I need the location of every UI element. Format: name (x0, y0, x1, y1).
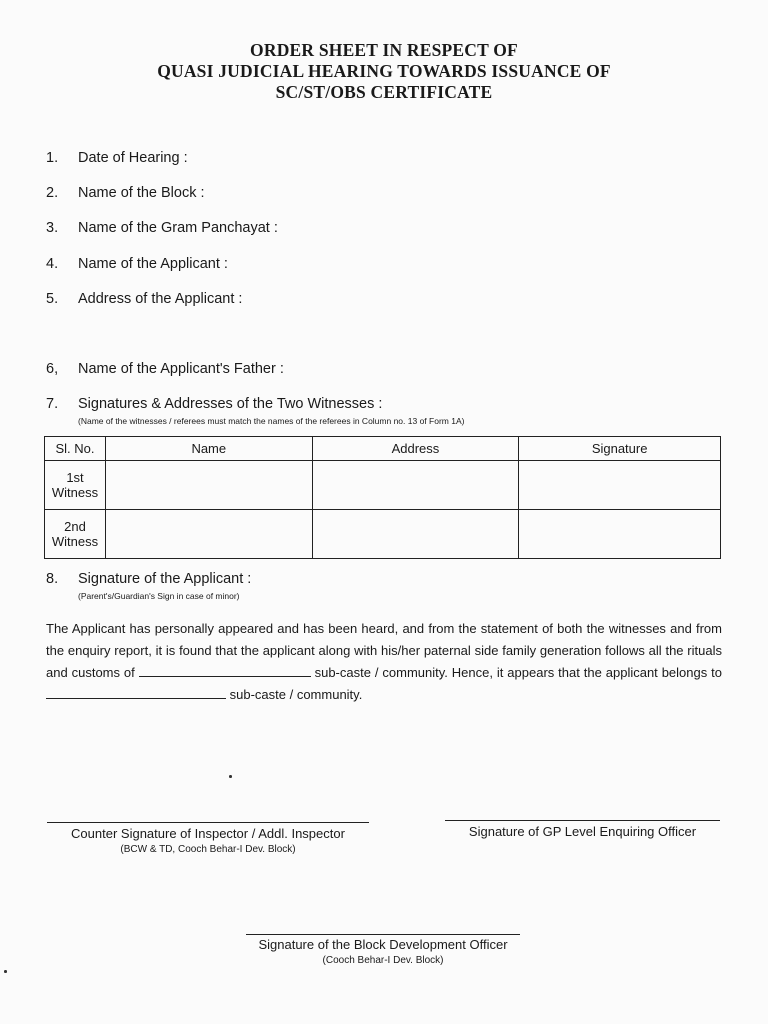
field-applicant-father (46, 361, 284, 377)
field-applicant-name (46, 256, 228, 272)
witness-name-cell[interactable] (105, 510, 312, 559)
item-number: 8. (46, 571, 59, 587)
witness-address-cell[interactable] (312, 510, 519, 559)
field-gram-panchayat (46, 220, 278, 236)
field-applicant-address (46, 291, 242, 307)
witness-ordinal: 1st (66, 470, 84, 485)
stray-mark (229, 775, 232, 778)
item-number: 3. (46, 220, 59, 236)
item-number: 2. (46, 185, 59, 201)
table-row (45, 510, 721, 559)
item-number: 1. (46, 150, 59, 166)
bdo-signature-line (246, 934, 520, 935)
title-line-2: QUASI JUDICIAL HEARING TOWARDS ISSUANCE OF (157, 61, 611, 81)
document-title (0, 40, 768, 103)
inspector-signature-label: Counter Signature of Inspector / Addl. Inspector (71, 826, 345, 841)
statement-part-1: The Applicant has personally appeared and has been heard, and from the statement of both the witnesses and from the enquiry report, it is found that the applicant along with his/her paternal side family generation follows all the rituals and customs of (46, 621, 722, 680)
field-date-of-hearing (46, 150, 188, 166)
inspector-office: (BCW & TD, Cooch Behar-I Dev. Block) (120, 844, 296, 855)
column-header-address: Address (312, 437, 519, 461)
table-header-row (45, 437, 721, 461)
witness-label: Witness (51, 534, 99, 549)
statement-part-2: sub-caste / community. Hence, it appears that the applicant belongs to (314, 665, 722, 680)
table-row (45, 461, 721, 510)
item-number: 5. (46, 291, 59, 307)
item-number: 7. (46, 396, 59, 412)
title-line-1: ORDER SHEET IN RESPECT OF (250, 40, 518, 60)
item-number: 4. (46, 256, 59, 272)
witness-sl-cell (45, 461, 106, 510)
witness-signature-cell[interactable] (519, 510, 721, 559)
item-label: Signatures & Addresses of the Two Witnesses : (78, 396, 383, 412)
item-number: 6, (46, 361, 59, 377)
witness-name-cell[interactable] (105, 461, 312, 510)
title-line-3: SC/ST/OBS CERTIFICATE (275, 82, 493, 102)
witness-sl-cell (45, 510, 106, 559)
sub-caste-blank[interactable] (139, 664, 311, 677)
field-witnesses (46, 396, 382, 412)
witness-address-cell[interactable] (312, 461, 519, 510)
gp-officer-signature-label: Signature of GP Level Enquiring Officer (468, 824, 697, 839)
witness-signature-cell[interactable] (519, 461, 721, 510)
witness-label: Witness (51, 485, 99, 500)
column-header-name: Name (105, 437, 312, 461)
item-label: Signature of the Applicant : (78, 571, 252, 587)
statement-paragraph (46, 618, 722, 706)
bdo-signature-label: Signature of the Block Development Officer (258, 937, 508, 952)
inspector-signature-block (40, 826, 376, 855)
item-label: Name of the Gram Panchayat : (78, 220, 278, 236)
witness-table (44, 436, 721, 559)
gp-officer-signature-line (445, 820, 720, 821)
applicant-note: (Parent's/Guardian's Sign in case of minor) (78, 591, 240, 601)
item-label: Name of the Block : (78, 185, 205, 201)
stray-mark (4, 970, 7, 973)
witness-note: (Name of the witnesses / referees must match the names of the referees in Column no. 13 of Form 1A) (78, 416, 465, 426)
item-label: Name of the Applicant : (78, 256, 228, 272)
gp-officer-signature-block (440, 824, 725, 839)
item-label: Name of the Applicant's Father : (78, 361, 284, 377)
statement-part-3: sub-caste / community. (229, 687, 363, 702)
field-block-name (46, 185, 205, 201)
bdo-signature-block (238, 937, 528, 966)
community-blank[interactable] (46, 686, 226, 699)
witness-ordinal: 2nd (64, 519, 86, 534)
bdo-office: (Cooch Behar-I Dev. Block) (322, 955, 444, 966)
column-header-sl-no: Sl. No. (45, 437, 106, 461)
inspector-signature-line (47, 822, 369, 823)
item-label: Date of Hearing : (78, 150, 188, 166)
column-header-signature: Signature (519, 437, 721, 461)
field-applicant-signature (46, 571, 251, 587)
item-label: Address of the Applicant : (78, 291, 243, 307)
